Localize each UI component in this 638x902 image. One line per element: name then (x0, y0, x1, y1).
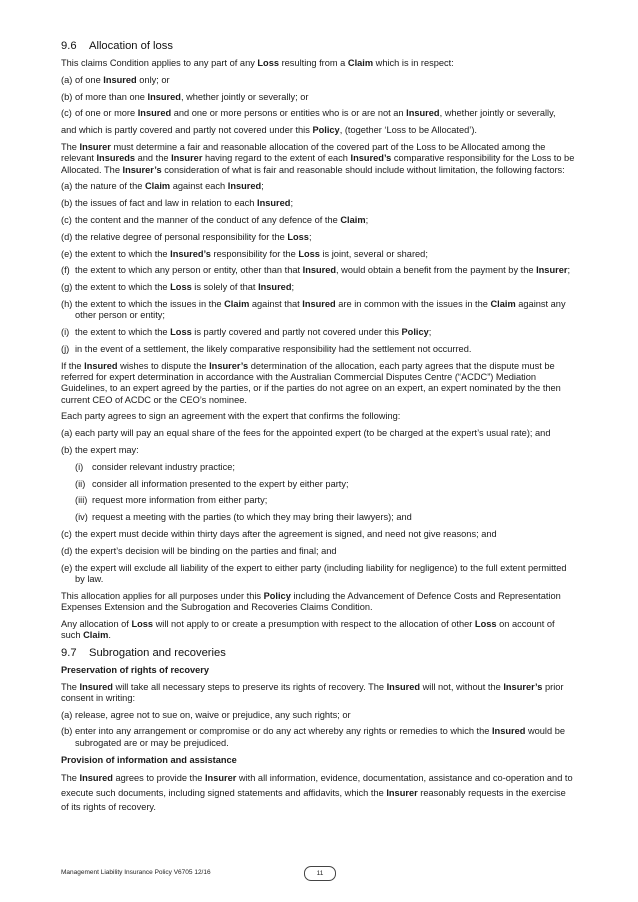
list-item-text: the extent to which any person or entity, other than that Insured, would obtain a benefit from the payment by the Insurer; (75, 265, 571, 276)
section-title: Subrogation and recoveries (89, 646, 226, 659)
defined-term: Claim (144, 181, 171, 192)
defined-term: Policy (312, 125, 340, 136)
list-item (61, 726, 576, 749)
defined-term: Loss (298, 248, 320, 259)
document-page (61, 40, 576, 820)
list-item-text: enter into any arrangement or compromise or do any act whereby any rights or remedies to which the Insured would be subrogated are or may be prejudiced. (75, 726, 565, 748)
list-item-text: the expert must decide within thirty days after the agreement is signed, and need not give reasons; and (75, 528, 497, 539)
list-item (61, 327, 576, 338)
list-item-text: of one or more Insured and one or more persons or entities who is or are not an Insured, whether jointly or severally, (75, 108, 556, 119)
defined-term: Insured (227, 181, 262, 192)
list-item-text: the expert’s decision will be binding on the parties and final; and (75, 545, 337, 556)
agreement-list-continued (61, 529, 576, 585)
preservation-list (61, 710, 576, 749)
list-item (75, 462, 576, 473)
section-heading (61, 40, 576, 52)
section-title: Allocation of loss (89, 40, 173, 52)
defined-term: Insured (302, 298, 336, 309)
list-item-label: (c) (61, 528, 72, 539)
list-item (61, 710, 576, 721)
defined-term: Insurer (536, 265, 568, 276)
dispute-paragraph: If the Insured wishes to dispute the Insurer’s determination of the allocation, each party agrees that the dispute must be referred for expert determination in accordance with the Australian Commercial Disputes Centre (“ACDC”) Mediation Guidelines, to an expert agreed by the parties, or if the parties do not agree on an expert, an expert nominated by the then current CEO of ACDC or the CEO’s nominee. (61, 360, 561, 405)
list-item-text: consider all information presented to the expert by either party; (92, 478, 349, 489)
defined-term: Insurer (79, 141, 111, 152)
list-item-label: (a) (61, 74, 73, 85)
defined-term: Loss (170, 327, 192, 338)
determination-paragraph: The Insurer must determine a fair and reasonable allocation of the covered part of the Loss to be Allocated among the relevant Insureds and the Insurer having regard to the extent of each Insured’s comparative responsibility for the Loss to be Allocated. The Insurer’s consideration of what is fair and reasonable should include without limitation, the following factors: (61, 141, 575, 175)
list-item-text: each party will pay an equal share of the fees for the appointed expert (to be charged at the expert’s usual rate); and (75, 428, 551, 439)
defined-term: Insured’s (350, 153, 392, 164)
list-item-label: (a) (61, 181, 73, 192)
any-allocation-paragraph: Any allocation of Loss will not apply to or create a presumption with respect to the allocation of other Loss on account of such Claim. (61, 618, 555, 640)
policy-reference: Management Liability Insurance Policy V6705 12/16 (61, 869, 211, 876)
defined-term: Insured (406, 108, 440, 119)
section-number: 9.7 (61, 646, 77, 659)
subheading-information: Provision of information and assistance (61, 754, 237, 765)
applies-paragraph: This allocation applies for all purposes under this Policy including the Advancement of Defence Costs and Representation Expenses Extension and the Subrogation and Recoveries Claims Condition. (61, 590, 561, 612)
defined-term: Claim (340, 214, 366, 225)
defined-term: Loss (257, 58, 279, 68)
preservation-paragraph: The Insured will take all necessary steps to preserve its rights of recovery. The Insured will not, without the Insurer’s prior consent in writing: (61, 681, 564, 703)
defined-term: Insured’s (170, 248, 211, 259)
list-item-label: (d) (61, 545, 73, 556)
list-item-label: (iv) (75, 512, 88, 523)
list-item (61, 75, 576, 86)
defined-term: Loss (474, 618, 497, 629)
list-item-label: (h) (61, 298, 73, 309)
list-item (61, 108, 576, 119)
defined-term: Insured (257, 198, 291, 209)
list-item-label: (c) (61, 214, 72, 225)
defined-term: Policy (401, 327, 429, 338)
information-paragraph: The Insured agrees to provide the Insurer with all information, evidence, documentation, assistance and co-operation and to execute such documents, including signed statements and affidavits, which the Insurer reasonably requests in the exercise of its rights of recovery. (61, 773, 573, 813)
defined-term: Insurer (386, 787, 418, 798)
defined-term: Loss (170, 282, 192, 293)
list-item (61, 282, 576, 293)
list-item-label: (b) (61, 198, 73, 209)
list-item (61, 198, 576, 209)
list-item-text: of more than one Insured, whether jointly or severally; or (75, 91, 309, 102)
list-item-label: (b) (61, 91, 73, 102)
factors-list (61, 181, 576, 355)
list-item-label: (e) (61, 248, 73, 259)
defined-term: Claim (490, 298, 516, 309)
defined-term: Insured (302, 265, 337, 276)
list-item (75, 479, 576, 490)
list-item-text: of one Insured only; or (75, 74, 170, 85)
intro-paragraph: This claims Condition applies to any part of any Loss resulting from a Claim which is in respect: (61, 58, 454, 68)
section-number: 9.6 (61, 40, 77, 52)
defined-term: Insured (103, 74, 137, 85)
list-item-text: the nature of the Claim against each Insured; (75, 181, 264, 192)
list-item-label: (j) (61, 343, 70, 354)
defined-term: Insured (79, 773, 113, 784)
defined-term: Insured (491, 726, 526, 737)
list-item-text: the expert will exclude all liability of the expert to either party (including liability for negligence) to the full extent permitted by law. (75, 562, 567, 584)
list-item (61, 249, 576, 260)
list-item (61, 563, 576, 586)
defined-term: Insured (386, 681, 421, 692)
defined-term: Policy (263, 590, 291, 601)
list-item-label: (b) (61, 726, 73, 737)
list-item-label: (d) (61, 231, 73, 242)
defined-term: Insured (258, 282, 292, 293)
list-item (61, 344, 576, 355)
defined-term: Claim (83, 629, 109, 640)
list-item-label: (c) (61, 108, 72, 119)
list-item (61, 181, 576, 192)
agreement-list (61, 428, 576, 456)
list-item-label: (ii) (75, 478, 86, 489)
loss-to-be-allocated-paragraph: and which is partly covered and partly not covered under this Policy, (together ‘Loss to be Allocated’). (61, 125, 477, 136)
list-item (75, 495, 576, 506)
list-item-text: the content and the manner of the conduct of any defence of the Claim; (75, 214, 369, 225)
list-item-text: request more information from either party; (92, 495, 268, 506)
list-item-label: (g) (61, 282, 73, 293)
defined-term: Insureds (96, 153, 136, 164)
list-item-label: (i) (61, 327, 70, 338)
defined-term: Insurer’s (209, 360, 249, 371)
list-item-label: (a) (61, 709, 73, 720)
list-item-label: (e) (61, 562, 73, 573)
list-item-label: (b) (61, 444, 73, 455)
scope-list (61, 75, 576, 120)
list-item (75, 512, 576, 523)
defined-term: Loss (287, 231, 309, 242)
list-item (61, 215, 576, 226)
defined-term: Insurer’s (503, 681, 543, 692)
defined-term: Insured (137, 108, 172, 119)
defined-term: Insurer’s (122, 164, 162, 175)
list-item-text: request a meeting with the parties (to which they may bring their lawyers); and (92, 512, 412, 523)
defined-term: Loss (131, 618, 154, 629)
list-item-text: the expert may: (75, 444, 139, 455)
defined-term: Insured (84, 360, 118, 371)
list-item-text: the issues of fact and law in relation to each Insured; (75, 198, 294, 209)
list-item-text: release, agree not to sue on, waive or prejudice, any such rights; or (75, 709, 351, 720)
page-number: 11 (304, 866, 336, 881)
list-item (61, 265, 576, 276)
list-item-text: in the event of a settlement, the likely comparative responsibility had the settlement not occurred. (75, 343, 472, 354)
defined-term: Insurer (171, 153, 203, 164)
list-item-text: consider relevant industry practice; (92, 461, 235, 472)
list-item-text: the extent to which the issues in the Claim against that Insured are in common with the issues in the Claim against any other person or entity; (75, 298, 566, 321)
list-item-label: (f) (61, 265, 70, 276)
list-item (61, 445, 576, 456)
list-item (61, 428, 576, 439)
list-item-label: (i) (75, 461, 84, 472)
list-item (61, 92, 576, 103)
list-item (61, 232, 576, 243)
list-item-text: the extent to which the Loss is solely of that Insured; (75, 282, 295, 293)
defined-term: Insured (147, 91, 181, 102)
subheading-preservation: Preservation of rights of recovery (61, 664, 210, 675)
list-item-label: (iii) (75, 495, 88, 506)
list-item (61, 299, 576, 322)
page-footer (61, 866, 576, 880)
expert-may-list (61, 462, 576, 524)
defined-term: Claim (347, 58, 374, 68)
agreement-intro-paragraph: Each party agrees to sign an agreement with the expert that confirms the following: (61, 411, 401, 422)
list-item-text: the relative degree of personal responsibility for the Loss; (75, 231, 312, 242)
list-item (61, 529, 576, 540)
defined-term: Claim (224, 298, 250, 309)
section-heading (61, 647, 576, 659)
defined-term: Insurer (204, 773, 237, 784)
list-item-label: (a) (61, 428, 73, 439)
list-item-text: the extent to which the Insured’s responsibility for the Loss is joint, several or shared; (75, 248, 428, 259)
list-item (61, 546, 576, 557)
defined-term: Insured (79, 681, 113, 692)
list-item-text: the extent to which the Loss is partly covered and partly not covered under this Policy; (75, 327, 432, 338)
